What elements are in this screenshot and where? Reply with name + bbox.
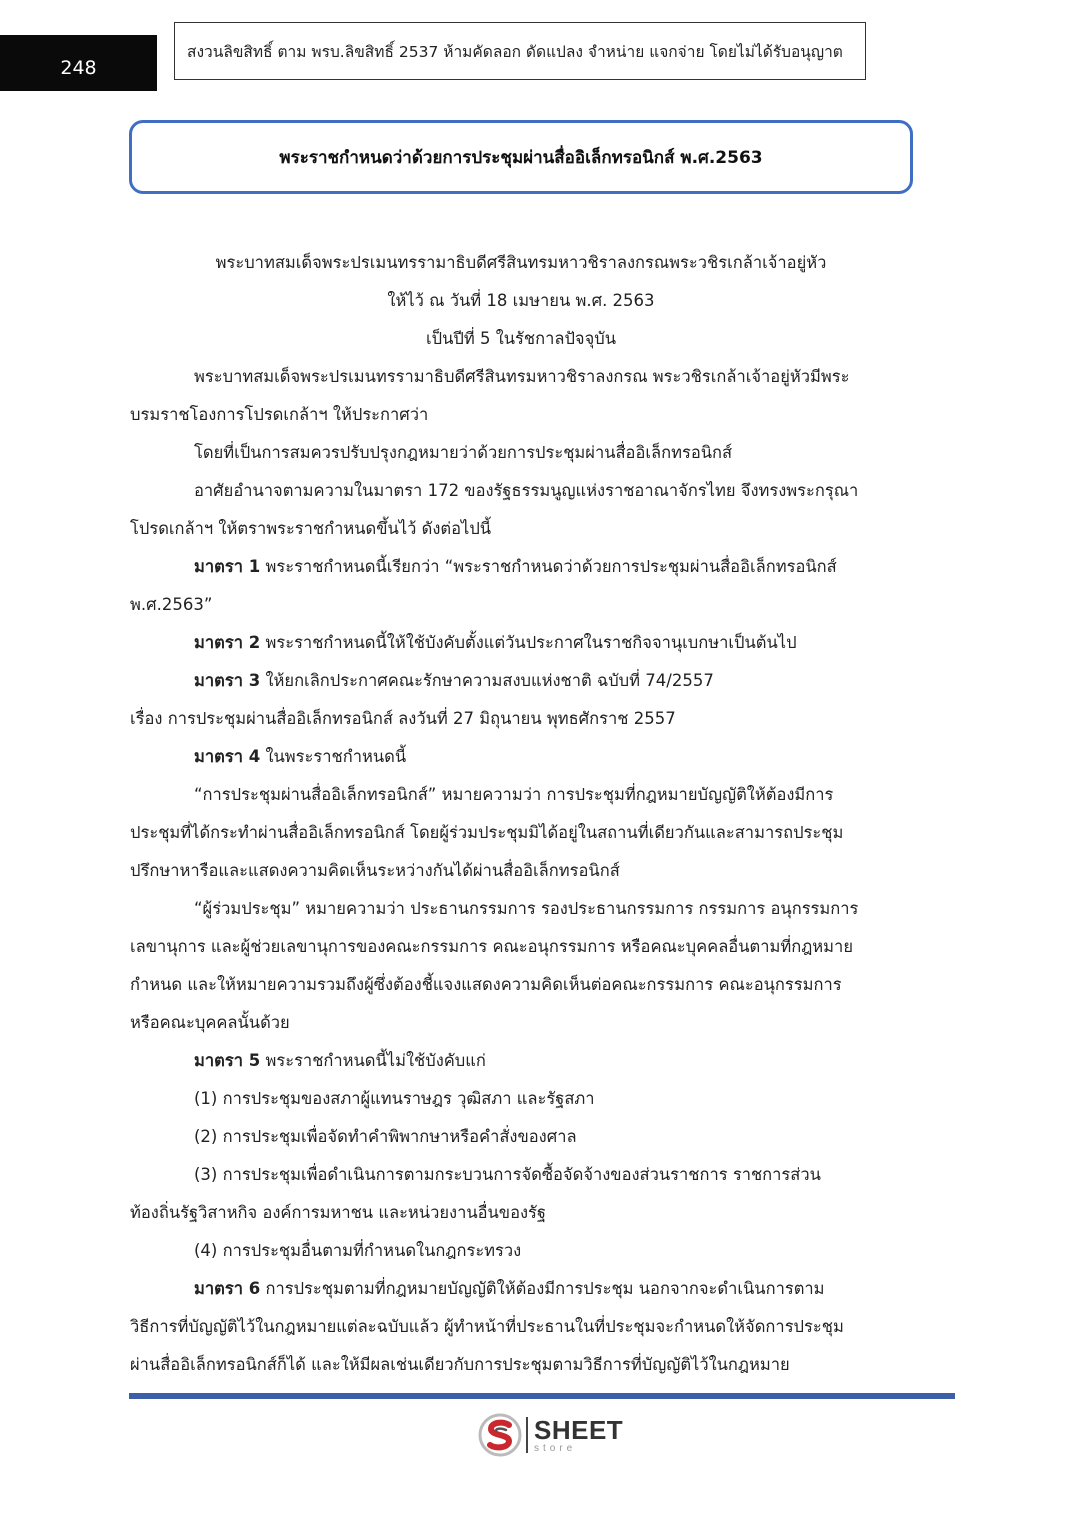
paragraph-line: โปรดเกล้าฯ ให้ตราพระราชกำหนดขึ้นไว้ ดังต่อไปนี้ xyxy=(130,519,492,538)
section-text: พระราชกำหนดนี้ให้ใช้บังคับตั้งแต่วันประกาศในราชกิจจานุเบกษาเป็นต้นไป xyxy=(260,633,797,652)
sheet-store-logo xyxy=(478,1413,623,1457)
document-title-box xyxy=(129,120,913,194)
section-6 xyxy=(130,1270,912,1308)
section-2 xyxy=(130,624,912,662)
definition-line: “การประชุมผ่านสื่ออิเล็กทรอนิกส์” หมายความว่า การประชุมที่กฎหมายบัญญัติให้ต้องมีการ xyxy=(194,785,834,804)
definition-line: ประชุมที่ได้กระทำผ่านสื่ออิเล็กทรอนิกส์ โดยผู้ร่วมประชุมมิได้อยู่ในสถานที่เดียวกันและสามารถประชุม xyxy=(130,823,844,842)
copyright-notice xyxy=(174,22,866,80)
section-text: การประชุมตามที่กฎหมายบัญญัติให้ต้องมีการประชุม นอกจากจะดำเนินการตาม xyxy=(260,1279,825,1298)
sheet-store-logo-icon xyxy=(478,1413,522,1457)
logo-subword: store xyxy=(534,1442,577,1454)
definition-line: เลขานุการ และผู้ช่วยเลขานุการของคณะกรรมการ คณะอนุกรรมการ หรือคณะบุคคลอื่นตามที่กฎหมาย xyxy=(130,937,853,956)
logo-divider xyxy=(526,1417,528,1453)
section-1 xyxy=(130,548,912,586)
section-text: ให้ยกเลิกประกาศคณะรักษาความสงบแห่งชาติ ฉบับที่ 74/2557 xyxy=(260,671,714,690)
section-5 xyxy=(130,1042,912,1080)
section-label: มาตรา 2 xyxy=(194,633,261,652)
paragraph-line: โดยที่เป็นการสมควรปรับปรุงกฎหมายว่าด้วยการประชุมผ่านสื่ออิเล็กทรอนิกส์ xyxy=(194,443,733,462)
section-label: มาตรา 5 xyxy=(194,1051,261,1070)
definition-line: กำหนด และให้หมายความรวมถึงผู้ซึ่งต้องชี้แจงแสดงความคิดเห็นต่อคณะกรรมการ คณะอนุกรรมการ xyxy=(130,975,842,994)
list-item: (4) การประชุมอื่นตามที่กำหนดในกฎกระทรวง xyxy=(194,1241,522,1260)
paragraph-line: เรื่อง การประชุมผ่านสื่ออิเล็กทรอนิกส์ ลงวันที่ 27 มิถุนายน พุทธศักราช 2557 xyxy=(130,709,676,728)
preamble-line-3: เป็นปีที่ 5 ในรัชกาลปัจจุบัน xyxy=(425,329,617,348)
section-text: ในพระราชกำหนดนี้ xyxy=(260,747,407,766)
list-item: (3) การประชุมเพื่อดำเนินการตามกระบวนการจัดซื้อจัดจ้างของส่วนราชการ ราชการส่วน xyxy=(194,1165,821,1184)
section-3 xyxy=(130,662,912,700)
footer-rule xyxy=(129,1393,955,1399)
page-number-label: 248 xyxy=(60,57,97,79)
definition-line: ปรึกษาหารือและแสดงความคิดเห็นระหว่างกันได้ผ่านสื่ออิเล็กทรอนิกส์ xyxy=(130,861,620,880)
logo-wordmark xyxy=(534,1414,624,1454)
list-item: (2) การประชุมเพื่อจัดทำคำพิพากษาหรือคำสั่งของศาล xyxy=(194,1127,577,1146)
document-title: พระราชกำหนดว่าด้วยการประชุมผ่านสื่ออิเล็กทรอนิกส์ พ.ศ.2563 xyxy=(279,147,763,168)
paragraph-line: อาศัยอำนาจตามความในมาตรา 172 ของรัฐธรรมนูญแห่งราชอาณาจักรไทย จึงทรงพระกรุณา xyxy=(194,481,859,500)
section-text: พระราชกำหนดนี้ไม่ใช้บังคับแก่ xyxy=(260,1051,486,1070)
logo-word: SHEET xyxy=(534,1414,624,1445)
section-label: มาตรา 1 xyxy=(194,557,261,576)
copyright-text: สงวนลิขสิทธิ์ ตาม พรบ.ลิขสิทธิ์ 2537 ห้ามคัดลอก ดัดแปลง จำหน่าย แจกจ่าย โดยไม่ได้รับอนุญาต xyxy=(187,42,843,61)
paragraph-line: บรมราชโองการโปรดเกล้าฯ ให้ประกาศว่า xyxy=(130,405,429,424)
paragraph-line: พ.ศ.2563” xyxy=(130,595,213,614)
definition-line: หรือคณะบุคคลนั้นด้วย xyxy=(130,1013,290,1032)
section-label: มาตรา 4 xyxy=(194,747,261,766)
section-label: มาตรา 3 xyxy=(194,671,261,690)
list-item: (1) การประชุมของสภาผู้แทนราษฎร วุฒิสภา และรัฐสภา xyxy=(194,1089,595,1108)
paragraph-line: วิธีการที่บัญญัติไว้ในกฎหมายแต่ละฉบับแล้ว ผู้ทำหน้าที่ประธานในที่ประชุมจะกำหนดให้จัดการประชุม xyxy=(130,1317,844,1336)
section-text: พระราชกำหนดนี้เรียกว่า “พระราชกำหนดว่าด้วยการประชุมผ่านสื่ออิเล็กทรอนิกส์ xyxy=(260,557,837,576)
page-number xyxy=(0,35,157,91)
paragraph-line: ผ่านสื่ออิเล็กทรอนิกส์ก็ได้ และให้มีผลเช่นเดียวกับการประชุมตามวิธีการที่บัญญัติไว้ในกฎหมาย xyxy=(130,1355,790,1374)
section-4 xyxy=(130,738,912,776)
preamble-line-1: พระบาทสมเด็จพระปรเมนทรรามาธิบดีศรีสินทรมหาวชิราลงกรณพระวชิรเกล้าเจ้าอยู่หัว xyxy=(215,253,827,272)
definition-line: “ผู้ร่วมประชุม” หมายความว่า ประธานกรรมการ รองประธานกรรมการ กรรมการ อนุกรรมการ xyxy=(194,899,859,918)
section-label: มาตรา 6 xyxy=(194,1279,261,1298)
list-item-continuation: ท้องถิ่นรัฐวิสาหกิจ องค์การมหาชน และหน่วยงานอื่นของรัฐ xyxy=(130,1203,547,1222)
document-body xyxy=(130,244,912,1384)
paragraph-line: พระบาทสมเด็จพระปรเมนทรรามาธิบดีศรีสินทรมหาวชิราลงกรณ พระวชิรเกล้าเจ้าอยู่หัวมีพระ xyxy=(194,367,850,386)
preamble-line-2: ให้ไว้ ณ วันที่ 18 เมษายน พ.ศ. 2563 xyxy=(387,291,655,310)
